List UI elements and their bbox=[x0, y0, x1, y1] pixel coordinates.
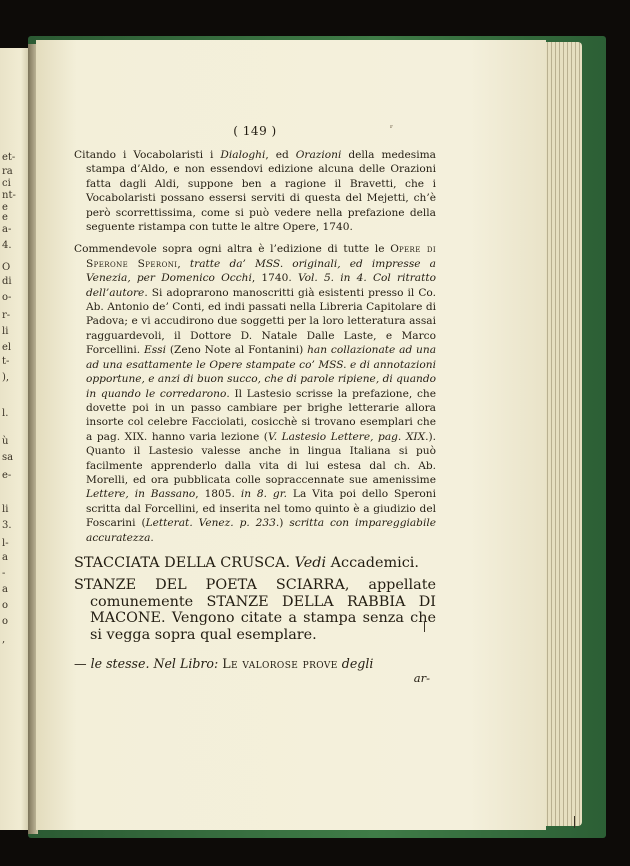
para2-run: Letterat. Venez. p. 233. bbox=[145, 517, 280, 530]
para2-run: , 1805. bbox=[195, 488, 241, 501]
para2-run: , bbox=[177, 257, 190, 270]
para2-run: scritta con impareggiabile accuratezza bbox=[86, 517, 437, 544]
paragraph-dialoghi bbox=[74, 148, 436, 234]
para2-run: Essi bbox=[144, 344, 166, 357]
left-page-fragment: l- bbox=[2, 538, 9, 549]
left-page-fragment: o- bbox=[2, 292, 12, 303]
subentry-run: Le valorose prove bbox=[222, 656, 338, 672]
para2-run: . Si adoprarono manoscritti già esistenti presso il Co. Ab. Antonio de’ Conti, ed indi passati nella Libreria Capitolare di Padova; e vi accudirono due soggetti per la loro letteratura assai ragguardevoli, il Dottore D. Natale Dalle Laste, e Marco Forcellini. bbox=[86, 286, 436, 357]
subentry-run: degli bbox=[341, 656, 374, 672]
subentry-run: — bbox=[74, 656, 91, 672]
page-number: ( 149 ) bbox=[233, 124, 277, 138]
left-page-fragment: li bbox=[2, 326, 9, 337]
para1-run: della medesima stampa d’Aldo, e non essendovi edizione alcuna delle Orazioni fatta dagli Aldi, suppone ben a ragione il Bravetti, che i Vocabolaristi possano essersi serviti di questa del Mejetti, ch’è però scorrettissima, come si può vedere nella prefazione della seguente ristampa con tutte le altre Opere, 1740. bbox=[86, 149, 436, 234]
page-text bbox=[74, 124, 436, 685]
paragraph-speroni bbox=[74, 242, 436, 545]
left-page-fragment: a bbox=[2, 584, 8, 595]
thread-end bbox=[574, 816, 575, 828]
para2-run: V. Lastesio Lettere, pag. XIX. bbox=[267, 430, 429, 443]
left-page-fragment: e bbox=[2, 212, 8, 223]
left-page-fragment: r- bbox=[2, 310, 11, 321]
para1-run: , ed bbox=[265, 149, 296, 161]
catchword: ar- bbox=[413, 671, 430, 686]
heading1-run: STACCIATA DELLA CRUSCA. bbox=[74, 554, 295, 571]
left-page-fragment: nt- bbox=[2, 190, 16, 201]
para2-run: Vol. 5. in 4. Col ritratto dell’autore bbox=[86, 272, 436, 299]
paragraph-speroni-text bbox=[74, 242, 436, 545]
heading1-run: Vedi bbox=[294, 554, 327, 571]
para2-run: han collazionate ad una ad una esattamente le Opere stampate co’ MSS. e di annotazioni opportune, e anzi di buon succo, che di parole ripiene, di quando in quando le corredarono bbox=[86, 344, 437, 400]
subentry-run: le stesse. Nel Libro: bbox=[90, 656, 219, 672]
left-page-fragment: t- bbox=[2, 356, 10, 367]
left-page-fragment: el bbox=[2, 342, 12, 353]
para2-run: pere di Sperone Speroni bbox=[86, 243, 437, 270]
page-edges bbox=[540, 42, 582, 826]
left-page-fragment: 4. bbox=[2, 240, 12, 251]
left-page-fragment: a- bbox=[2, 224, 12, 235]
entry-stanze bbox=[74, 577, 436, 643]
left-page-fragment: li bbox=[2, 504, 9, 515]
para2-run: . Il Lastesio scrisse la prefazione, che dovette poi in un passo cambiare per brighe letterarie allora insorte col celebre Facciolati, cosicchè si trovano esemplari che a pag. XIX. hanno varia lezione ( bbox=[86, 387, 436, 443]
paragraph-dialoghi-text bbox=[74, 148, 436, 234]
left-page-fragment: ù bbox=[2, 436, 9, 447]
para1-run: Dialoghi bbox=[220, 149, 266, 161]
left-page-fragment: ci bbox=[2, 178, 11, 189]
left-page-fragment: sa bbox=[2, 452, 14, 463]
left-page-fragment: e- bbox=[2, 470, 12, 481]
para2-run: Lettere, in Bassano bbox=[86, 488, 196, 501]
para2-run: ) bbox=[279, 517, 290, 530]
left-page-fragment: , bbox=[2, 634, 6, 645]
left-page-fragment: et- bbox=[2, 152, 16, 163]
left-page-fragment: o bbox=[2, 616, 9, 627]
para2-run: (Zeno Note al Fontanini) bbox=[166, 344, 308, 357]
para1-run: Orazioni bbox=[295, 149, 342, 161]
left-facing-page bbox=[0, 48, 30, 830]
left-page-fragment: 3. bbox=[2, 520, 12, 531]
heading2-run: STANZE DEL POETA SCIARRA, appellate comunemente STANZE DELLA RABBIA DI MACONE. Vengono citate a stampa senza che si vegga sopra qual esemplare. bbox=[74, 577, 436, 643]
right-page bbox=[36, 40, 546, 830]
para2-run: La Vita poi dello Speroni scritta dal Forcellini, ed inserita nel tomo quinto è a giudizio del Foscarini ( bbox=[86, 488, 437, 530]
para2-run: tratte da’ MSS. originali, ed impresse a Venezia, per Domenico Occhi bbox=[86, 257, 436, 285]
para2-run: ). Quanto il Lastesio valesse anche in lingua Italiana si può facilmente apprenderlo dalla vita di lui estesa dal ch. Ab. Morelli, ed ora pubblicata colle sopraccennate sue amenissime bbox=[86, 430, 436, 486]
para2-run: Commendevole sopra ogni altra è l’edizione di tutte le O bbox=[74, 243, 399, 256]
left-page-fragment: o bbox=[2, 600, 9, 611]
heading1-run: Accademici. bbox=[326, 554, 419, 571]
left-page-fragment: l. bbox=[2, 408, 9, 419]
para2-run: , 1740. bbox=[251, 272, 298, 285]
left-page-fragment: di bbox=[2, 276, 12, 287]
left-page-fragment: ), bbox=[2, 372, 10, 383]
left-page-fragment: e bbox=[2, 202, 8, 213]
left-page-fragment: O bbox=[2, 262, 11, 273]
para2-run: . bbox=[150, 531, 154, 544]
left-page-fragment: ra bbox=[2, 166, 13, 177]
left-page-fragment: a bbox=[2, 552, 8, 563]
para2-run: in 8. gr. bbox=[240, 488, 287, 501]
left-page-fragment: - bbox=[2, 568, 6, 579]
para1-run: Citando i Vocabolaristi i bbox=[74, 149, 221, 161]
sub-entry-le-stesse bbox=[74, 657, 436, 671]
ink-mark: ʳ bbox=[390, 124, 394, 134]
entry-stacciata bbox=[74, 555, 436, 572]
